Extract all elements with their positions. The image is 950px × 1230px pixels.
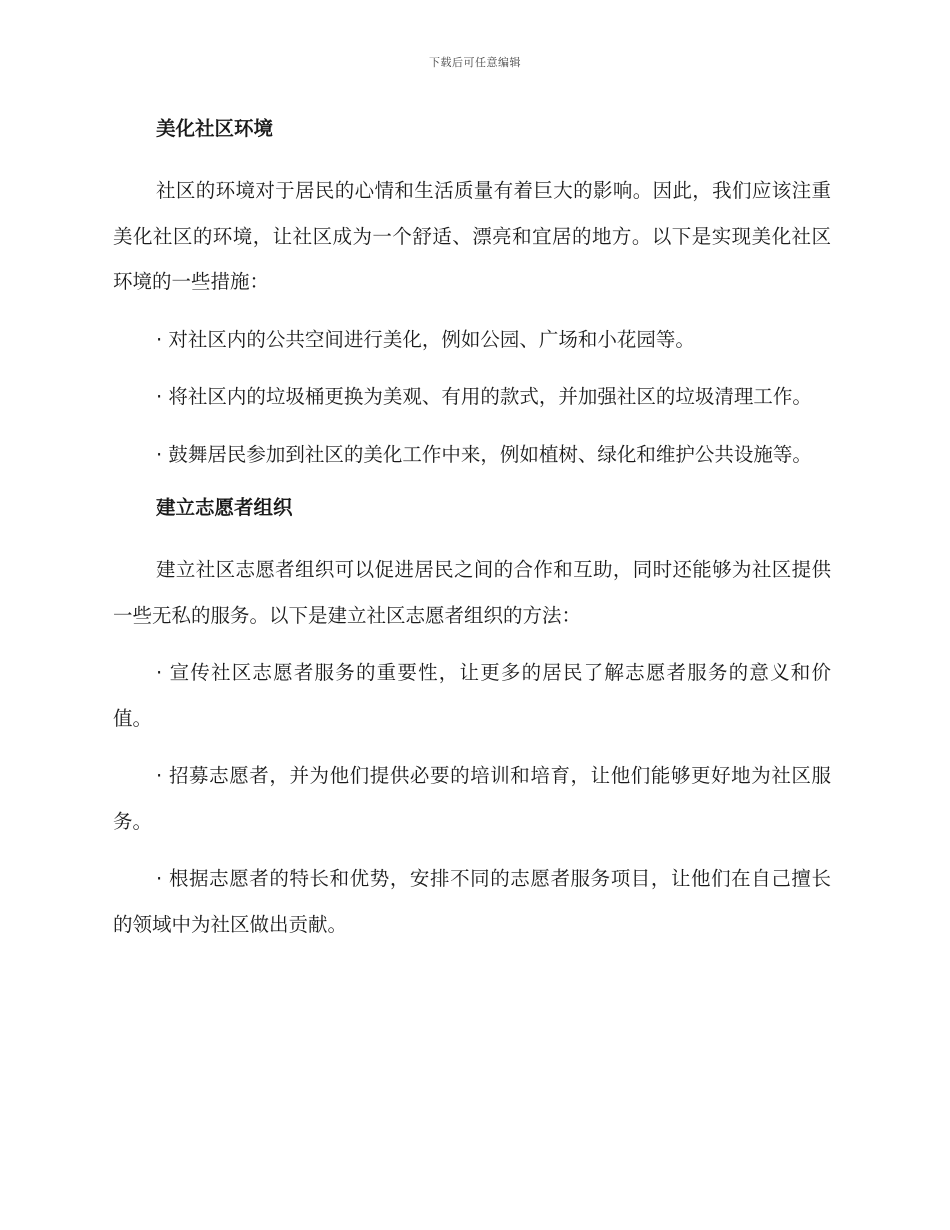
bullet-paragraph: · 鼓舞居民参加到社区的美化工作中来，例如植树、绿化和维护公共设施等。 [156, 442, 812, 466]
section-volunteer-organization [113, 489, 831, 947]
intro-paragraph: 社区的环境对于居民的心情和生活质量有着巨大的影响。因此，我们应该注重美化社区的环境，让社区成为一个舒适、漂亮和宜居的地方。以下是实现美化社区环境的一些措施： [113, 179, 831, 293]
document-body [113, 110, 831, 959]
bullet-paragraph: · 根据志愿者的特长和优势，安排不同的志愿者服务项目，让他们在自己擅长的领域中为社区做出贡献。 [113, 867, 831, 936]
page-header: 下载后可任意编辑 [429, 56, 521, 69]
section-heading: 建立志愿者组织 [156, 496, 293, 519]
bullet-paragraph: · 宣传社区志愿者服务的重要性，让更多的居民了解志愿者服务的意义和价值。 [113, 661, 831, 730]
intro-paragraph: 建立社区志愿者组织可以促进居民之间的合作和互助，同时还能够为社区提供一些无私的服务。以下是建立社区志愿者组织的方法： [113, 558, 831, 627]
bullet-paragraph: · 招募志愿者，并为他们提供必要的培训和培育，让他们能够更好地为社区服务。 [113, 764, 831, 833]
section-heading: 美化社区环境 [156, 117, 274, 140]
bullet-paragraph: · 将社区内的垃圾桶更换为美观、有用的款式，并加强社区的垃圾清理工作。 [156, 385, 812, 408]
section-beautify-environment [113, 110, 831, 477]
bullet-paragraph: · 对社区内的公共空间进行美化，例如公园、广场和小花园等。 [156, 327, 695, 351]
